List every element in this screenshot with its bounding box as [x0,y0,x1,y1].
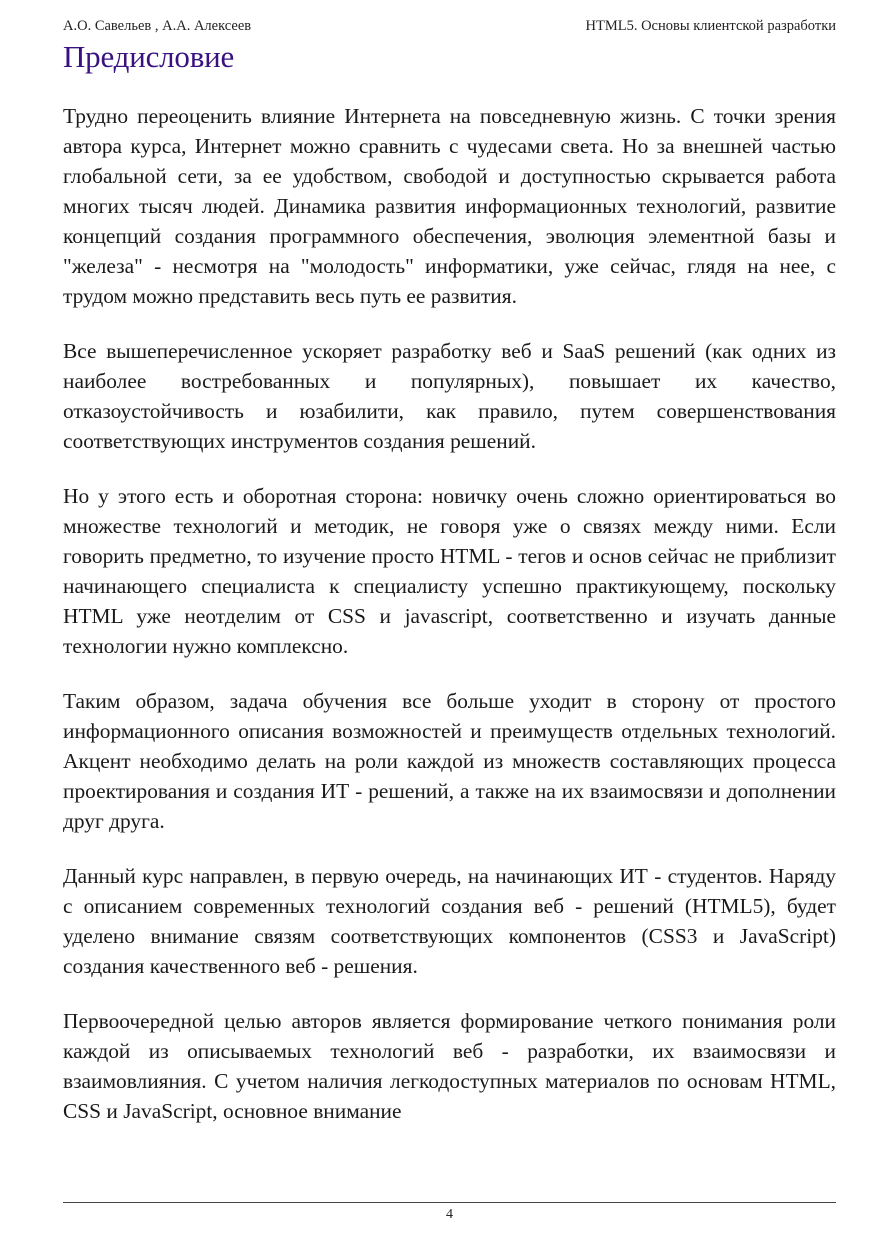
paragraph: Трудно переоценить влияние Интернета на повседневную жизнь. С точки зрения автора курса, Интернет можно сравнить с чудесами света. Но за внешней частью глобальной сети, за ее удобством, свободой и доступностью скрывается работа многих тысяч людей. Динамика развития информационных технологий, развитие концепций создания программного обеспечения, эволюция элементной базы и "железа" - несмотря на "молодость" информатики, уже сейчас, глядя на нее, с трудом можно представить весь путь ее развития. [63,104,836,308]
body-text [63,101,836,1195]
paragraph: Но у этого есть и оборотная сторона: новичку очень сложно ориентироваться во множестве технологий и методик, не говоря уже о связях между ними. Если говорить предметно, то изучение просто HTML - тегов и основ сейчас не приблизит начинающего специалиста к специалисту успешно практикующему, поскольку HTML уже неотделим от CSS и javascript, соответственно и изучать данные технологии нужно комплексно. [63,484,836,658]
paragraph: Все вышеперечисленное ускоряет разработку веб и SaaS решений (как одних из наиболее востребованных и популярных), повышает их качество, отказоустойчивость и юзабилити, как правило, путем совершенствования соответствующих инструментов создания решений. [63,339,836,453]
footer-divider [63,1202,836,1203]
section-title: Предисловие [63,39,235,74]
document-page [63,0,836,1241]
paragraph: Данный курс направлен, в первую очередь, на начинающих ИТ - студентов. Наряду с описанием современных технологий создания веб - решений (HTML5), будет уделено внимание связям соответствующих компонентов (CSS3 и JavaScript) создания качественного веб - решения. [63,864,836,978]
header-course-title: HTML5. Основы клиентской разработки [585,18,836,34]
header-authors: А.О. Савельев , А.А. Алексеев [63,18,252,34]
paragraph: Таким образом, задача обучения все больше уходит в сторону от простого информационного описания возможностей и преимуществ отдельных технологий. Акцент необходимо делать на роли каждой из множеств составляющих процесса проектирования и создания ИТ - решений, а также на их взаимосвязи и дополнении друг друга. [63,689,836,833]
paragraph: Первоочередной целью авторов является формирование четкого понимания роли каждой из описываемых технологий веб - разработки, их взаимосвязи и взаимовлияния. С учетом наличия легкодоступных материалов по основам HTML, CSS и JavaScript, основное внимание [63,1009,836,1123]
running-header [63,17,836,35]
page-number: 4 [446,1207,453,1222]
